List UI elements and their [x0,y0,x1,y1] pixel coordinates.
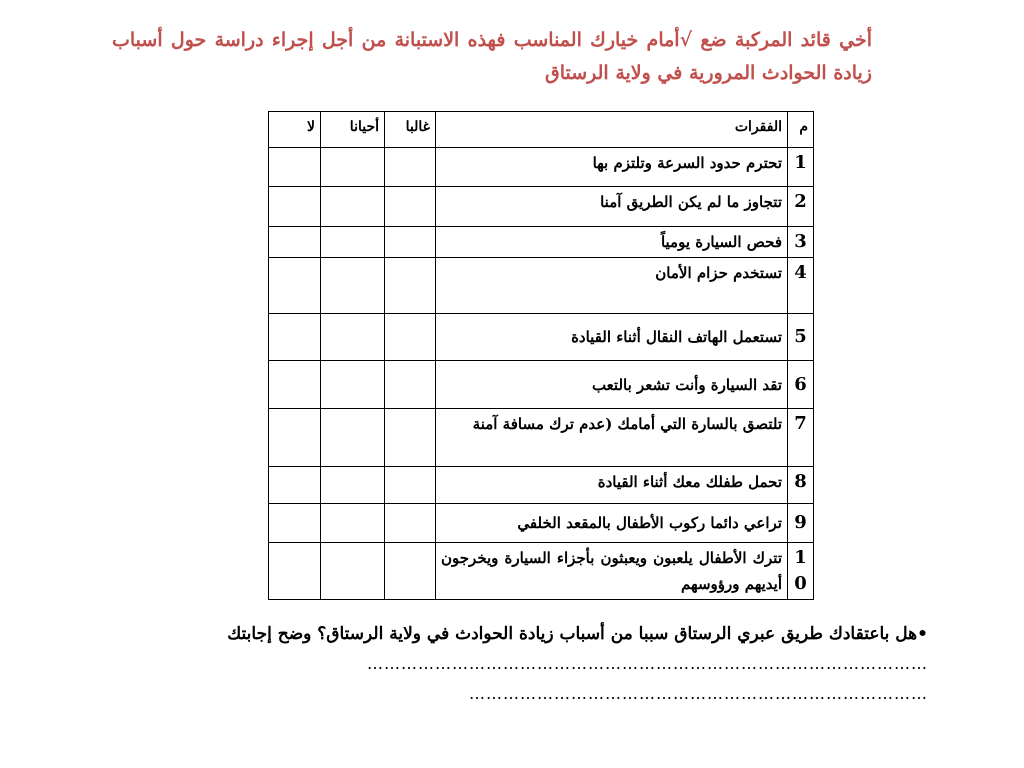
row-text: تحترم حدود السرعة وتلتزم بها [436,148,788,187]
answer-cell-no[interactable] [269,467,321,504]
table-row [269,361,814,409]
row-text: تقد السيارة وأنت تشعر بالتعب [436,361,788,409]
answer-cell-no[interactable] [269,148,321,187]
row-number: 7 [788,409,814,467]
answer-cell-often[interactable] [385,227,436,258]
answer-cell-often[interactable] [385,361,436,409]
table-row [269,258,814,314]
header-items: الفقرات [436,112,788,148]
answer-cell-no[interactable] [269,504,321,543]
answer-cell-often[interactable] [385,543,436,600]
row-text: تحمل طفلك معك أثناء القيادة [436,467,788,504]
header-no: لا [269,112,321,148]
header-sometimes: أحيانا [321,112,385,148]
answer-cell-often[interactable] [385,409,436,467]
answer-cell-sometimes[interactable] [321,409,385,467]
answer-cell-sometimes[interactable] [321,148,385,187]
table-row [269,467,814,504]
answer-line[interactable]: ……………………………………………………………………… [469,684,928,703]
row-text: فحص السيارة يومياً [436,227,788,258]
row-text: تتجاوز ما لم يكن الطريق آمنا [436,187,788,227]
survey-table [268,111,814,600]
answer-cell-sometimes[interactable] [321,314,385,361]
row-number: 9 [788,504,814,543]
answer-line[interactable]: ……………………………………………………………………………………… [367,654,928,673]
answer-cell-sometimes[interactable] [321,227,385,258]
answer-cell-no[interactable] [269,543,321,600]
answer-cell-sometimes[interactable] [321,187,385,227]
answer-cell-sometimes[interactable] [321,467,385,504]
answer-cell-often[interactable] [385,187,436,227]
row-number: 8 [788,467,814,504]
row-text: تلتصق بالسارة التي أمامك (عدم ترك مسافة آمنة [436,409,788,467]
answer-cell-no[interactable] [269,361,321,409]
answer-cell-no[interactable] [269,187,321,227]
answer-cell-often[interactable] [385,314,436,361]
row-number: 3 [788,227,814,258]
header-num: م [788,112,814,148]
answer-cell-sometimes[interactable] [321,543,385,600]
survey-title: أخي قائد المركبة ضع √أمام خيارك المناسب فهذه الاستبانة من أجل إجراء دراسة حول أسباب زيادة الحوادث المرورية في ولاية الرستاق [112,29,872,84]
table-header-row [269,112,814,148]
answer-cell-no[interactable] [269,227,321,258]
row-text: تستخدم حزام الأمان [436,258,788,314]
answer-cell-no[interactable] [269,409,321,467]
row-number: 5 [788,314,814,361]
answer-cell-sometimes[interactable] [321,361,385,409]
table-row [269,187,814,227]
row-number: 10 [788,543,814,600]
header-often: غالبا [385,112,436,148]
row-number: 4 [788,258,814,314]
open-question: •هل باعتقادك طريق عبري الرستاق سببا من أسباب زيادة الحوادث في ولاية الرستاق؟ وضح إجابتك [227,624,928,644]
answer-cell-often[interactable] [385,148,436,187]
answer-cell-sometimes[interactable] [321,258,385,314]
table-row [269,409,814,467]
answer-cell-often[interactable] [385,504,436,543]
table-row [269,314,814,361]
row-text: تترك الأطفال يلعبون ويعبثون بأجزاء السيارة ويخرجون أيديهم ورؤوسهم [436,543,788,600]
table-row [269,148,814,187]
answer-cell-often[interactable] [385,467,436,504]
table-row [269,504,814,543]
answer-cell-no[interactable] [269,314,321,361]
row-text: تراعي دائما ركوب الأطفال بالمقعد الخلفي [436,504,788,543]
row-text: تستعمل الهاتف النقال أثناء القيادة [436,314,788,361]
row-number: 2 [788,187,814,227]
answer-cell-no[interactable] [269,258,321,314]
table-row [269,543,814,600]
row-number: 6 [788,361,814,409]
answer-cell-often[interactable] [385,258,436,314]
row-number: 1 [788,148,814,187]
table-row [269,227,814,258]
answer-cell-sometimes[interactable] [321,504,385,543]
